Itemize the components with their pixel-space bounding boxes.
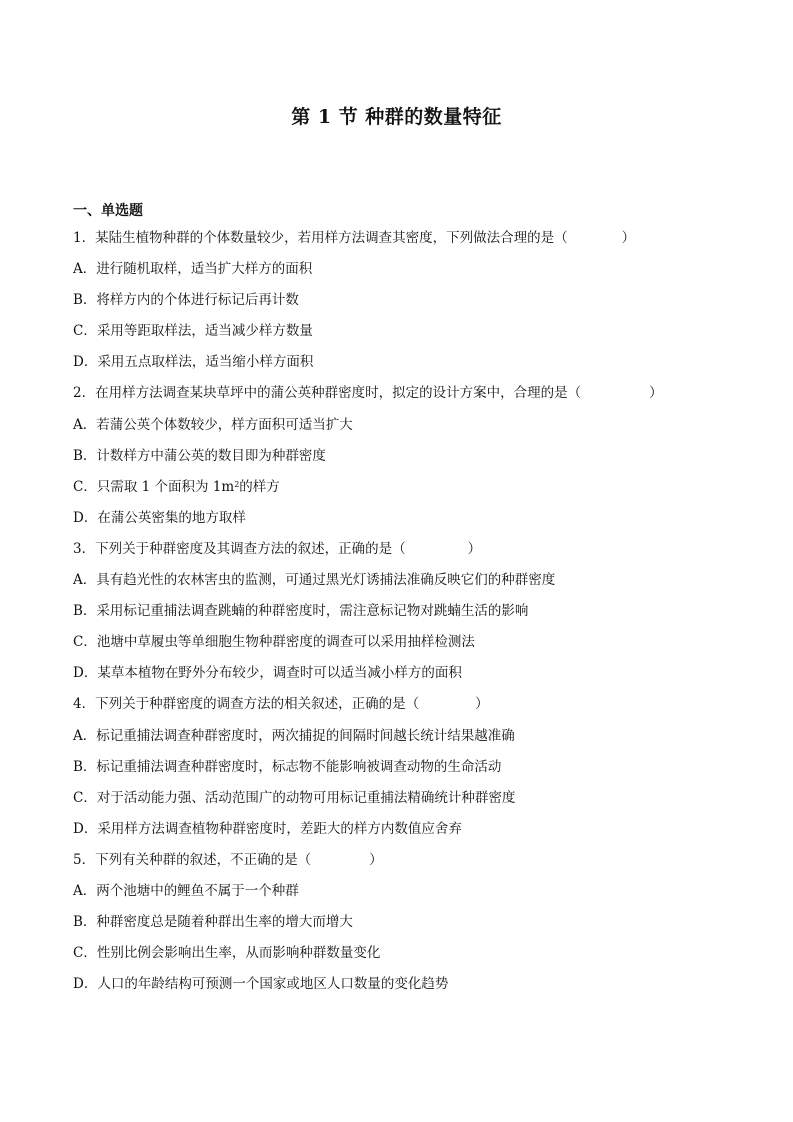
question-2-option-d: D．在蒲公英密集的地方取样 bbox=[73, 509, 246, 526]
question-2-stem: 2．在用样方法调查某块草坪中的蒲公英种群密度时，拟定的设计方案中，合理的是（ ） bbox=[73, 385, 663, 402]
question-5-option-c: C．性别比例会影响出生率，从而影响种群数量变化 bbox=[73, 945, 381, 962]
superscript: 2 bbox=[234, 479, 240, 489]
question-4-option-c: C．对于活动能力强、活动范围广的动物可用标记重捕法精确统计种群密度 bbox=[73, 789, 516, 806]
question-5-option-b: B．种群密度总是随着种群出生率的增大而增大 bbox=[73, 914, 353, 931]
section-heading: 一、单选题 bbox=[73, 203, 143, 219]
question-3-option-d: D．某草本植物在野外分布较少，调查时可以适当减小样方的面积 bbox=[73, 665, 462, 682]
question-1-option-a: A．进行随机取样，适当扩大样方的面积 bbox=[73, 261, 313, 278]
question-1-stem: 1．某陆生植物种群的个体数量较少，若用样方法调查其密度，下列做法合理的是（ ） bbox=[73, 230, 636, 246]
question-5-option-d: D．人口的年龄结构可预测一个国家或地区人口数量的变化趋势 bbox=[73, 976, 449, 993]
question-1-option-b: B．将样方内的个体进行标记后再计数 bbox=[73, 292, 299, 309]
question-list bbox=[73, 226, 733, 1003]
question-2-option-c: C．只需取 1 个面积为 $1m^2$的样方 bbox=[73, 478, 280, 495]
question-4-option-d: D．采用样方法调查植物种群密度时，差距大的样方内数值应舍弃 bbox=[73, 820, 462, 837]
question-4-option-b: B．标记重捕法调查种群密度时，标志物不能影响被调查动物的生命活动 bbox=[73, 758, 502, 775]
question-3-option-b: B．采用标记重捕法调查跳蝻的种群密度时，需注意标记物对跳蝻生活的影响 bbox=[73, 603, 529, 620]
question-3-option-a: A．具有趋光性的农林害虫的监测，可通过黑光灯诱捕法准确反映它们的种群密度 bbox=[73, 572, 556, 589]
question-2-option-a: A．若蒲公英个体数较少，样方面积可适当扩大 bbox=[73, 416, 353, 433]
question-2-option-b: B．计数样方中蒲公英的数目即为种群密度 bbox=[73, 447, 326, 464]
question-4-option-a: A．标记重捕法调查种群密度时，两次捕捉的间隔时间越长统计结果越准确 bbox=[73, 727, 515, 744]
question-3-stem: 3．下列关于种群密度及其调查方法的叙述，正确的是（ ） bbox=[73, 540, 482, 557]
question-1-option-d: D．采用五点取样法，适当缩小样方面积 bbox=[73, 354, 314, 371]
question-5-option-a: A．两个池塘中的鲤鱼不属于一个种群 bbox=[73, 882, 299, 899]
question-1-option-c: C．采用等距取样法，适当减少样方数量 bbox=[73, 323, 313, 340]
page-title: 第 1 节 种群的数量特征 bbox=[291, 106, 502, 128]
question-3-option-c: C．池塘中草履虫等单细胞生物种群密度的调查可以采用抽样检测法 bbox=[73, 634, 475, 651]
question-5-stem: 5．下列有关种群的叙述，不正确的是（ ） bbox=[73, 851, 383, 868]
question-4-stem: 4．下列关于种群密度的调查方法的相关叙述，正确的是（ ） bbox=[73, 696, 489, 713]
